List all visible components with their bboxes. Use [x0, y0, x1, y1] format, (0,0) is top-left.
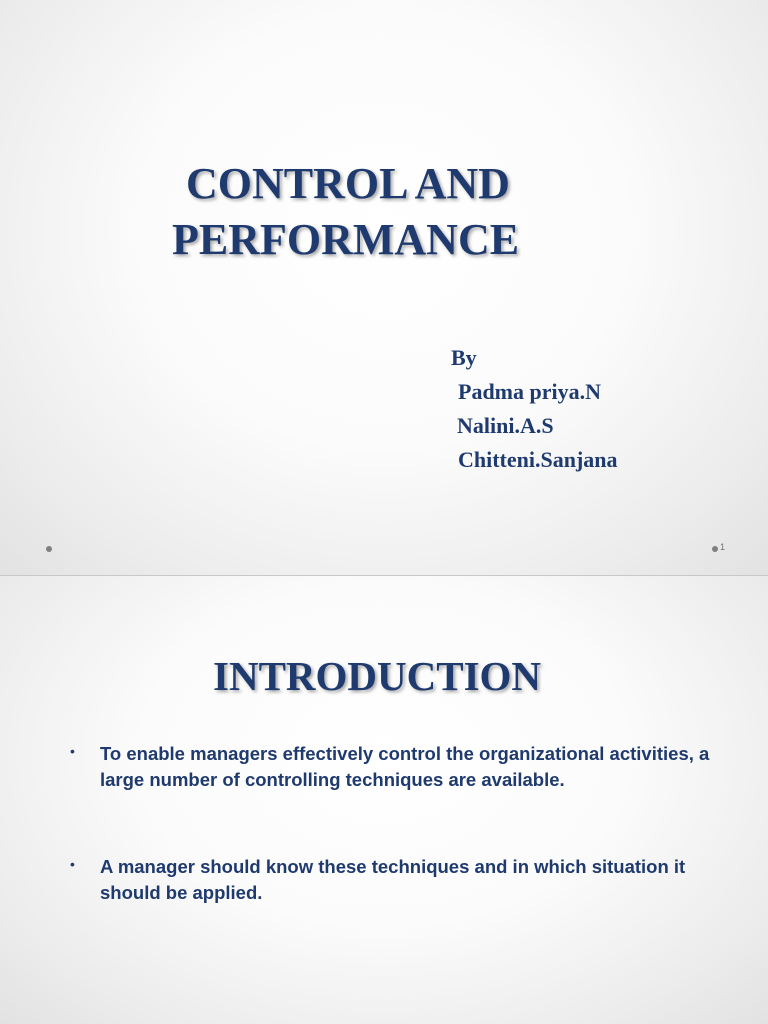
slide-2: [0, 576, 768, 1024]
slide-title-line-1: CONTROL AND: [186, 159, 510, 208]
bullet-marker: •: [70, 856, 75, 872]
bullet-text-1: To enable managers effectively control the organizational activities, a large number of controlling techniques are available.: [100, 743, 710, 790]
slide-number: 1: [720, 542, 726, 552]
bullet-marker: •: [70, 743, 75, 759]
bullet-text-2: A manager should know these techniques and in which situation it should be applied.: [100, 856, 686, 903]
by-label: By: [451, 345, 477, 370]
introduction-heading: INTRODUCTION: [213, 653, 542, 699]
slide-title-line-2: PERFORMANCE: [172, 215, 520, 264]
decorative-dot-right: [712, 546, 718, 552]
author-name-2: Nalini.A.S: [457, 413, 554, 438]
author-name-1: Padma priya.N: [458, 379, 601, 404]
decorative-dot-left: [46, 546, 52, 552]
author-name-3: Chitteni.Sanjana: [458, 447, 618, 472]
